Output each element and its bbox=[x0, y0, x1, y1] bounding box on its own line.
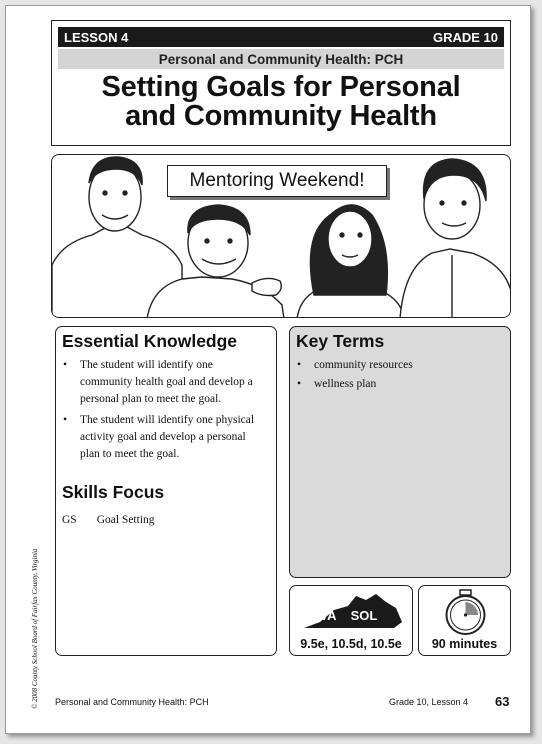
time-label: 90 minutes bbox=[431, 637, 498, 651]
footer-right: Grade 10, Lesson 4 bbox=[389, 697, 469, 707]
mentoring-illustration bbox=[51, 154, 511, 318]
skill-code: GS bbox=[62, 514, 77, 526]
virginia-map-icon bbox=[290, 588, 414, 638]
skill-label: Goal Setting bbox=[96, 514, 155, 526]
lesson-label: LESSON 4 bbox=[64, 29, 129, 45]
copyright-notice: © 2008 County School Board of Fairfax County, Virginia bbox=[31, 548, 39, 709]
key-terms-list bbox=[290, 352, 510, 393]
list-item: • wellness plan bbox=[290, 376, 510, 393]
list-item: • The student will identify one physical activity goal and develop a personal plan to meet the goal. bbox=[56, 412, 268, 463]
list-item: • The student will identify one community health goal and develop a personal plan to meet the goal. bbox=[56, 357, 268, 408]
subject-label: Personal and Community Health: PCH bbox=[158, 51, 404, 67]
title-line-2: and Community Health bbox=[125, 100, 437, 132]
subject-bar bbox=[58, 49, 504, 69]
title-line-1: Setting Goals for Personal bbox=[101, 71, 461, 103]
list-item: • community resources bbox=[290, 357, 510, 374]
essential-knowledge-list bbox=[56, 352, 276, 463]
key-terms-card bbox=[289, 326, 511, 578]
sol-logo-va: VA bbox=[319, 608, 337, 623]
stopwatch-icon bbox=[419, 588, 512, 638]
lesson-bar bbox=[58, 27, 504, 47]
essential-knowledge-card bbox=[55, 326, 277, 656]
banner-text: Mentoring Weekend! bbox=[189, 170, 365, 191]
page-title bbox=[52, 73, 510, 131]
page-number: 63 bbox=[495, 694, 510, 709]
essential-knowledge-title: Essential Knowledge bbox=[62, 331, 238, 351]
sol-codes: 9.5e, 10.5d, 10.5e bbox=[300, 637, 402, 651]
grade-label: GRADE 10 bbox=[432, 29, 498, 45]
sol-logo-sol: SOL bbox=[350, 608, 378, 623]
mentoring-banner bbox=[167, 165, 387, 197]
skills-focus-row bbox=[56, 514, 155, 526]
lesson-header bbox=[51, 20, 511, 146]
key-terms-title: Key Terms bbox=[296, 331, 385, 351]
footer-left: Personal and Community Health: PCH bbox=[55, 697, 209, 707]
time-card bbox=[418, 585, 511, 656]
sol-card bbox=[289, 585, 413, 656]
skills-focus-title: Skills Focus bbox=[62, 482, 165, 502]
